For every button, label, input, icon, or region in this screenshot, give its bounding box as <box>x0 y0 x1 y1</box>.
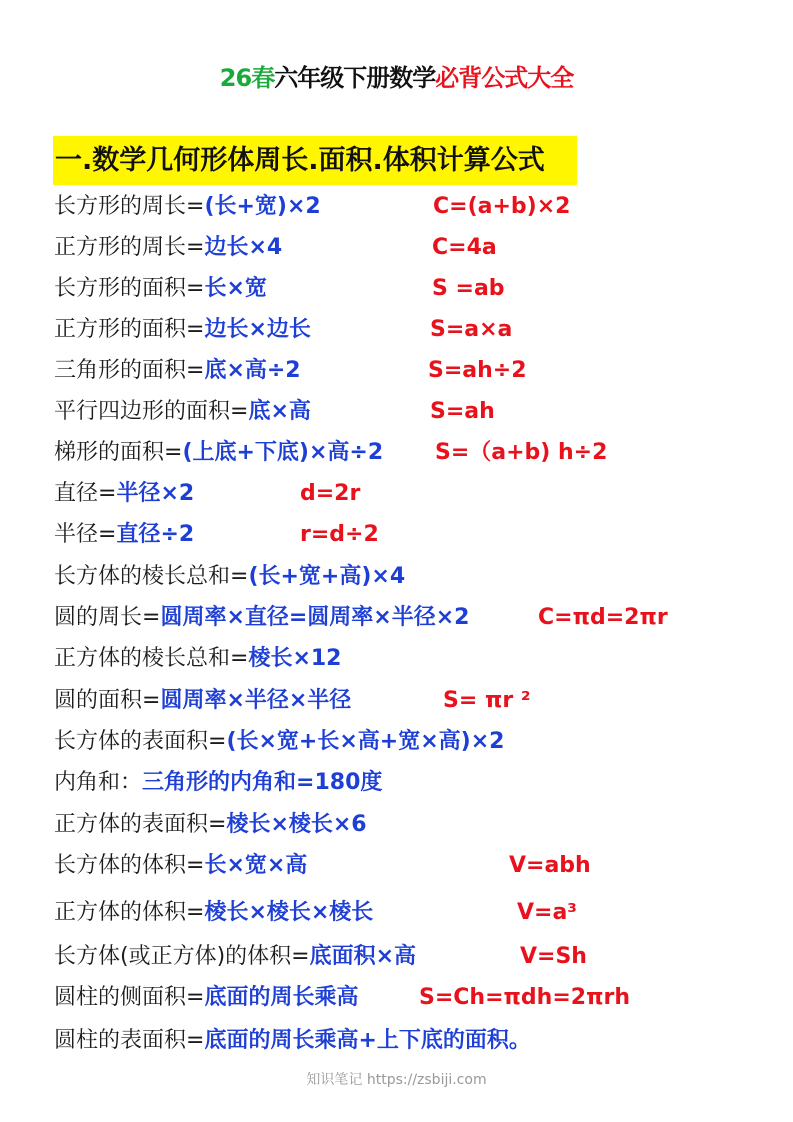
formula-value: 边长×4 <box>204 235 283 260</box>
title-grade: 六年级下册数学 <box>274 64 436 92</box>
formula-symbol: S=Ch=πdh=2πrh <box>419 985 630 1010</box>
page-title <box>0 50 793 106</box>
title-year: 26春 <box>219 64 275 92</box>
formula-label: 长方体(或正方体)的体积= <box>54 944 310 969</box>
formula-value: 直径÷2 <box>116 522 195 547</box>
formula-row <box>54 518 194 552</box>
formula-value: (上底+下底)×高÷2 <box>182 440 384 465</box>
formula-symbol: S= πr ² <box>443 688 531 713</box>
formula-value: 圆周率×半径×半径 <box>160 688 352 713</box>
formula-value: 底×高 <box>248 399 311 424</box>
formula-value: 棱长×12 <box>248 646 342 671</box>
title-highlight: 必背公式大全 <box>435 64 574 92</box>
formula-label: 正方体的体积= <box>54 900 205 925</box>
formula-value: (长×宽+长×高+宽×高)×2 <box>226 729 505 754</box>
formula-label: 正方体的棱长总和= <box>54 646 249 671</box>
formula-label: 长方形的面积= <box>54 276 205 301</box>
formula-row <box>54 849 307 883</box>
formula-row <box>54 684 351 718</box>
formula-label: 长方形的周长= <box>54 194 205 219</box>
formula-value: (长+宽)×2 <box>204 194 321 219</box>
formula-label: 长方体的体积= <box>54 853 205 878</box>
formula-value: 边长×边长 <box>204 317 311 342</box>
formula-symbol: V=Sh <box>520 944 587 969</box>
formula-symbol: S=（a+b) h÷2 <box>435 440 608 465</box>
formula-row <box>54 190 321 224</box>
formula-row <box>54 896 373 930</box>
formula-value: 底面积×高 <box>309 944 417 969</box>
formula-label: 平行四边形的面积= <box>54 399 249 424</box>
formula-value: 底面的周长乘高+上下底的面积。 <box>204 1028 531 1053</box>
formula-symbol: r=d÷2 <box>300 522 379 547</box>
formula-row <box>54 560 405 594</box>
formula-row <box>54 313 311 347</box>
formula-row <box>54 601 469 635</box>
formula-row <box>54 1024 531 1058</box>
formula-row <box>54 272 267 306</box>
formula-symbol: C=4a <box>432 235 497 260</box>
formula-symbol: S=ah÷2 <box>428 358 527 383</box>
formula-value: 长×宽×高 <box>204 853 308 878</box>
formula-label: 三角形的面积= <box>54 358 205 383</box>
formula-row <box>54 940 416 974</box>
formula-value: 底×高÷2 <box>204 358 301 383</box>
formula-row <box>54 395 311 429</box>
formula-label: 直径= <box>54 481 117 506</box>
formula-label: 圆柱的侧面积= <box>54 985 205 1010</box>
formula-row <box>54 808 367 842</box>
formula-label: 圆的周长= <box>54 605 161 630</box>
formula-row <box>54 725 504 759</box>
formula-symbol: V=a³ <box>517 900 577 925</box>
formula-label: 内角和： <box>54 770 143 795</box>
formula-symbol: V=abh <box>509 853 591 878</box>
formula-label: 圆柱的表面积= <box>54 1028 205 1053</box>
formula-label: 正方形的面积= <box>54 317 205 342</box>
formula-row <box>54 766 382 800</box>
formula-symbol: S =ab <box>432 276 505 301</box>
formula-symbol: d=2r <box>300 481 361 506</box>
formula-label: 梯形的面积= <box>54 440 183 465</box>
formula-value: 棱长×棱长×6 <box>226 812 367 837</box>
formula-row <box>54 642 342 676</box>
formula-value: 三角形的内角和=180度 <box>142 770 383 795</box>
formula-symbol: C=πd=2πr <box>538 605 668 630</box>
formula-symbol: S=ah <box>430 399 495 424</box>
formula-row <box>54 981 358 1015</box>
formula-row <box>54 354 301 388</box>
formula-value: (长+宽+高)×4 <box>248 564 406 589</box>
formula-symbol: S=a×a <box>430 317 513 342</box>
formula-label: 长方体的表面积= <box>54 729 227 754</box>
section-heading: 一.数学几何形体周长.面积.体积计算公式 <box>53 136 577 185</box>
formula-value: 底面的周长乘高 <box>204 985 359 1010</box>
formula-value: 长×宽 <box>204 276 267 301</box>
formula-label: 正方体的表面积= <box>54 812 227 837</box>
formula-row <box>54 231 282 265</box>
formula-row <box>54 477 194 511</box>
formula-row <box>54 436 383 470</box>
formula-label: 正方形的周长= <box>54 235 205 260</box>
formula-value: 半径×2 <box>116 481 195 506</box>
formula-value: 圆周率×直径=圆周率×半径×2 <box>160 605 470 630</box>
formula-symbol: C=(a+b)×2 <box>433 194 571 219</box>
formula-label: 半径= <box>54 522 117 547</box>
formula-label: 圆的面积= <box>54 688 161 713</box>
formula-value: 棱长×棱长×棱长 <box>204 900 374 925</box>
footer-watermark: 知识笔记 https://zsbiji.com <box>306 1072 487 1088</box>
formula-label: 长方体的棱长总和= <box>54 564 249 589</box>
